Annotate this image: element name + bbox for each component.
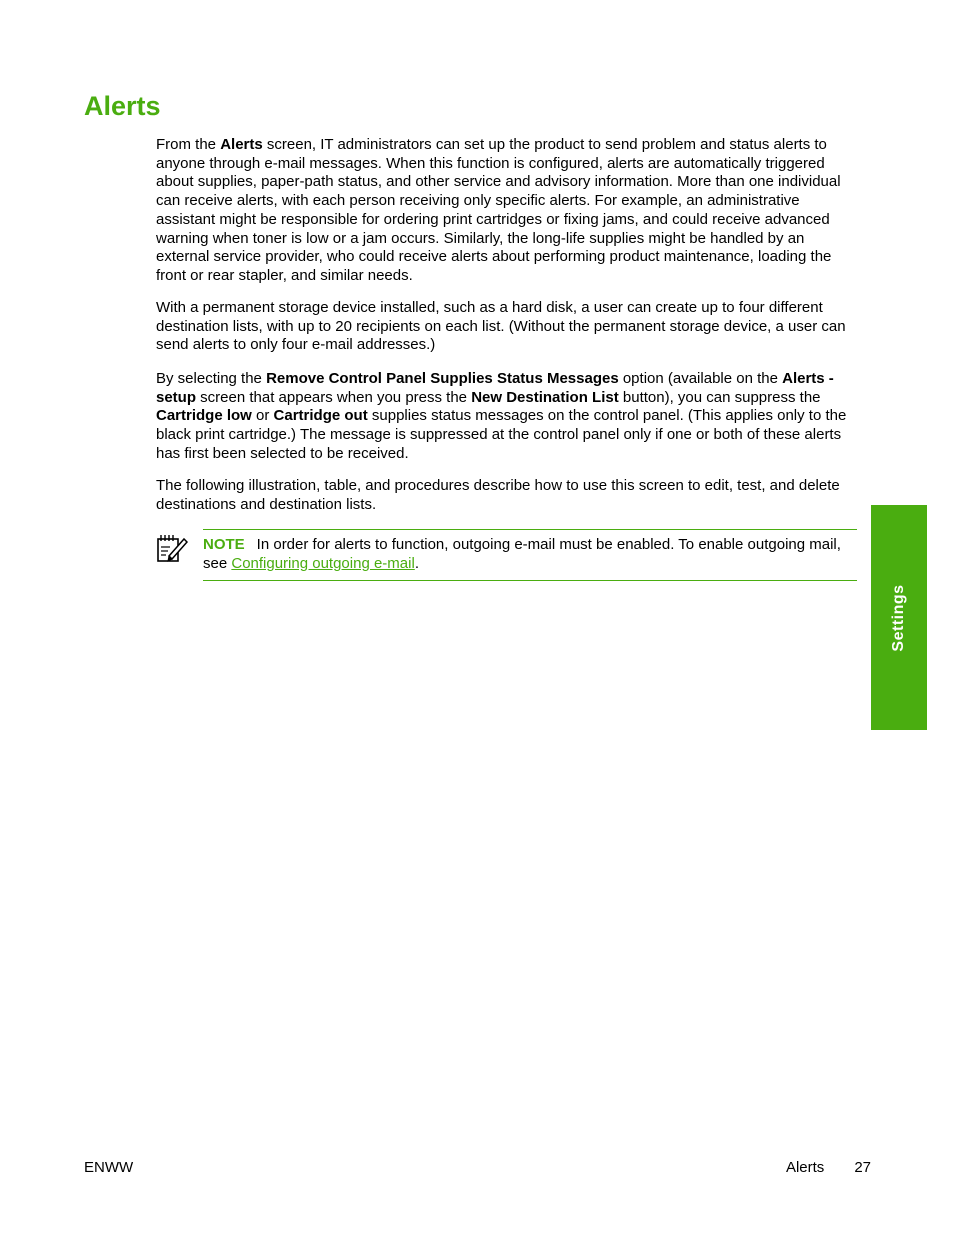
text: screen, IT administrators can set up the product to send problem and status alerts to anyone through e-mail messages. When this function is configured, alerts are automatically triggered about supplies, paper-path status, and other service and advisory information. More than one individual can receive alerts, with each person receiving only specific alerts. For example, an administrative assistant might be responsible for ordering print cartridges or fixing jams, and could receive advanced warning when toner is low or a jam occurs. Similarly, the long-life supplies might be handled by an external service provider, who could receive alerts about performing product maintenance, loading the front or rear stapler, and similar needs. <box>156 136 841 284</box>
text: The following illustration, table, and procedures describe how to use this screen to edit, test, and delete destinations and destination lists. <box>156 477 840 513</box>
text: button), you can suppress the <box>618 388 821 406</box>
note-pencil-icon <box>156 532 188 564</box>
text: screen that appears when you press the <box>196 388 472 406</box>
bold-term-cartridge-low: Cartridge low <box>156 407 252 425</box>
footer-left: ENWW <box>84 1159 134 1176</box>
page-title: Alerts <box>84 91 161 121</box>
text: From the <box>156 136 221 153</box>
footer-section: Alerts <box>785 1159 825 1176</box>
paragraph-storage <box>156 299 856 355</box>
note-label: NOTE <box>203 536 245 553</box>
bold-term-new-destination-list: New Destination List <box>471 388 619 406</box>
text: In order for alerts to function, outgoing e-mail must be enabled. To enable outgoing mail, see <box>203 536 841 572</box>
paragraph-following <box>156 477 856 514</box>
paragraph-suppress <box>156 370 856 464</box>
text: With a permanent storage device installed, such as a hard disk, a user can create up to four different destination lists, with up to 20 recipients on each list. (Without the permanent storage device, a user can send alerts to only four e-mail addresses.) <box>156 299 846 354</box>
page-number: 27 <box>854 1159 871 1176</box>
bold-term-cartridge-out: Cartridge out <box>273 407 368 425</box>
text: . <box>414 554 419 572</box>
bold-term-alerts-setup: Alerts - setup <box>156 370 834 406</box>
settings-side-tab <box>871 505 927 730</box>
footer-right <box>786 1159 871 1176</box>
side-tab-label: Settings <box>890 583 907 652</box>
bold-term-remove-messages: Remove Control Panel Supplies Status Messages <box>266 370 619 387</box>
note-text <box>203 536 857 573</box>
bold-term-alerts: Alerts <box>220 136 263 153</box>
text: or <box>251 407 274 425</box>
text: supplies status messages on the control panel. (This applies only to the black print cartridge.) The message is suppressed at the control panel only if one or both of these alerts has first been selected to be received. <box>156 407 847 462</box>
paragraph-intro <box>156 136 856 286</box>
configuring-email-link[interactable]: Configuring outgoing e-mail <box>231 554 415 572</box>
text: option (available on the <box>618 370 783 387</box>
note-box <box>203 529 857 581</box>
text: By selecting the <box>156 370 267 387</box>
